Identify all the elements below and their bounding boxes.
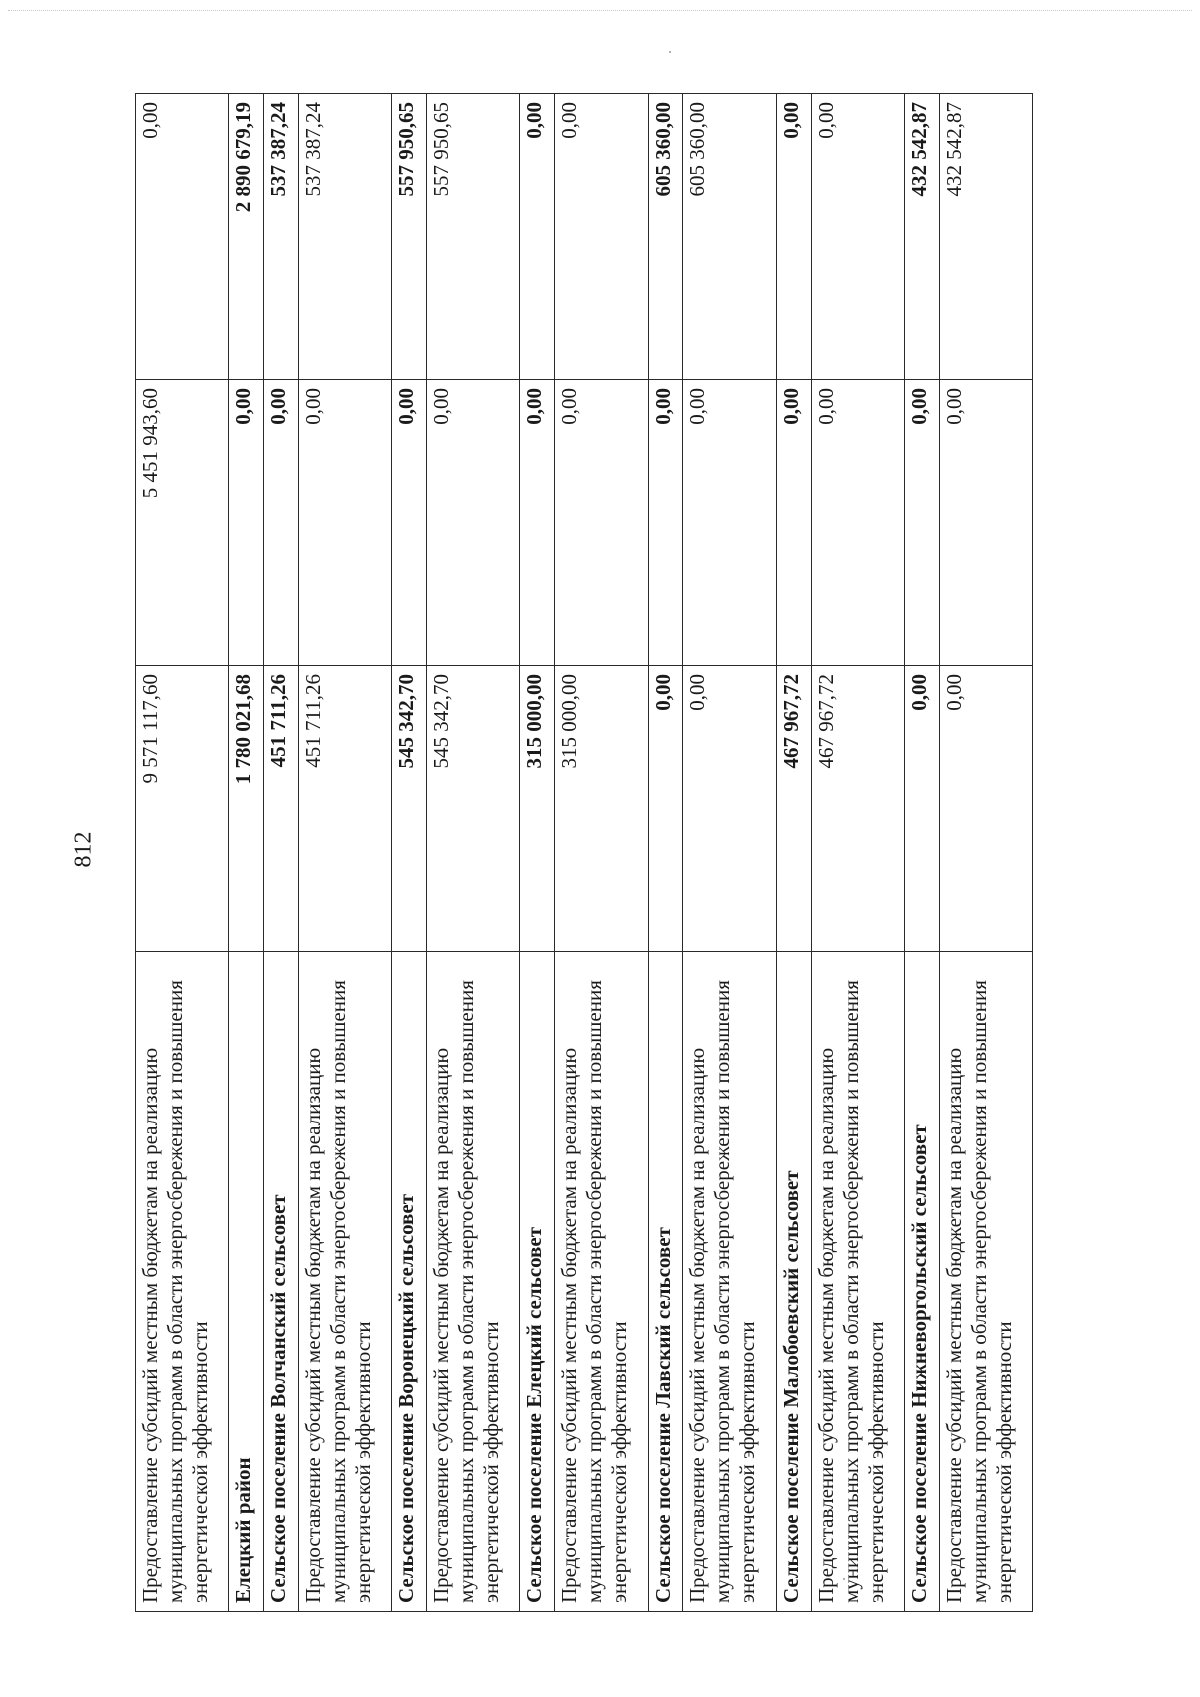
value-cell-3: 2 890 679,19 [229, 94, 264, 380]
value-cell-3: 0,00 [776, 94, 811, 380]
value-cell-3: 537 387,24 [264, 94, 299, 380]
value-cell-1: 0,00 [648, 666, 683, 952]
value-cell-1: 545 342,70 [392, 666, 427, 952]
value-cell-2: 0,00 [683, 380, 776, 666]
row-name-cell: Сельское поселение Воронецкий сельсовет [392, 952, 427, 1612]
budget-table-container [135, 94, 1033, 1612]
table-row-section [392, 94, 427, 1612]
page-number: 812 [70, 831, 97, 868]
value-cell-2: 0,00 [392, 380, 427, 666]
value-cell-3: 0,00 [811, 94, 904, 380]
row-name-cell: Предоставление субсидий местным бюджетам на реализацию муниципальных программ в области энергосбережения и повышения энергетической эффективности [683, 952, 776, 1612]
value-cell-1: 315 000,00 [555, 666, 648, 952]
value-cell-2: 0,00 [520, 380, 555, 666]
value-cell-1: 467 967,72 [811, 666, 904, 952]
value-cell-3: 0,00 [520, 94, 555, 380]
value-cell-1: 451 711,26 [264, 666, 299, 952]
table-row-section [229, 94, 264, 1612]
value-cell-2: 5 451 943,60 [136, 380, 229, 666]
row-name-cell: Предоставление субсидий местным бюджетам на реализацию муниципальных программ в области энергосбережения и повышения энергетической эффективности [811, 952, 904, 1612]
value-cell-3: 605 360,00 [648, 94, 683, 380]
value-cell-2: 0,00 [555, 380, 648, 666]
value-cell-2: 0,00 [427, 380, 520, 666]
value-cell-1: 0,00 [683, 666, 776, 952]
value-cell-2: 0,00 [299, 380, 392, 666]
table-row [683, 94, 776, 1612]
row-name-cell: Сельское поселение Волчанский сельсовет [264, 952, 299, 1612]
value-cell-1: 0,00 [939, 666, 1032, 952]
value-cell-1: 1 780 021,68 [229, 666, 264, 952]
value-cell-1: 0,00 [904, 666, 939, 952]
table-row [427, 94, 520, 1612]
table-row-section [264, 94, 299, 1612]
value-cell-1: 545 342,70 [427, 666, 520, 952]
table-row-section [520, 94, 555, 1612]
scan-speck [669, 51, 671, 53]
value-cell-1: 467 967,72 [776, 666, 811, 952]
table-row [136, 94, 229, 1612]
row-name-cell: Сельское поселение Елецкий сельсовет [520, 952, 555, 1612]
row-name-cell: Предоставление субсидий местным бюджетам на реализацию муниципальных программ в области энергосбережения и повышения энергетической эффективности [427, 952, 520, 1612]
value-cell-2: 0,00 [648, 380, 683, 666]
value-cell-1: 315 000,00 [520, 666, 555, 952]
value-cell-3: 557 950,65 [427, 94, 520, 380]
table-row [555, 94, 648, 1612]
value-cell-3: 432 542,87 [904, 94, 939, 380]
row-name-cell: Предоставление субсидий местным бюджетам на реализацию муниципальных программ в области энергосбережения и повышения энергетической эффективности [939, 952, 1032, 1612]
value-cell-2: 0,00 [904, 380, 939, 666]
row-name-cell: Предоставление субсидий местным бюджетам на реализацию муниципальных программ в области энергосбережения и повышения энергетической эффективности [555, 952, 648, 1612]
value-cell-3: 432 542,87 [939, 94, 1032, 380]
value-cell-3: 537 387,24 [299, 94, 392, 380]
value-cell-2: 0,00 [229, 380, 264, 666]
value-cell-3: 0,00 [555, 94, 648, 380]
table-row [811, 94, 904, 1612]
row-name-cell: Елецкий район [229, 952, 264, 1612]
value-cell-1: 451 711,26 [299, 666, 392, 952]
value-cell-2: 0,00 [264, 380, 299, 666]
budget-table [135, 93, 1033, 1612]
table-row-section [904, 94, 939, 1612]
value-cell-2: 0,00 [811, 380, 904, 666]
table-row-section [648, 94, 683, 1612]
row-name-cell: Сельское поселение Лавский сельсовет [648, 952, 683, 1612]
value-cell-3: 605 360,00 [683, 94, 776, 380]
row-name-cell: Сельское поселение Нижневоргольский сельсовет [904, 952, 939, 1612]
value-cell-1: 9 571 117,60 [136, 666, 229, 952]
value-cell-2: 0,00 [939, 380, 1032, 666]
value-cell-3: 557 950,65 [392, 94, 427, 380]
table-row [299, 94, 392, 1612]
scan-top-edge [8, 10, 1192, 11]
table-row-section [776, 94, 811, 1612]
table-row [939, 94, 1032, 1612]
row-name-cell: Предоставление субсидий местным бюджетам на реализацию муниципальных программ в области энергосбережения и повышения энергетической эффективности [299, 952, 392, 1612]
row-name-cell: Предоставление субсидий местным бюджетам на реализацию муниципальных программ в области энергосбережения и повышения энергетической эффективности [136, 952, 229, 1612]
value-cell-3: 0,00 [136, 94, 229, 380]
value-cell-2: 0,00 [776, 380, 811, 666]
row-name-cell: Сельское поселение Малобоевский сельсовет [776, 952, 811, 1612]
